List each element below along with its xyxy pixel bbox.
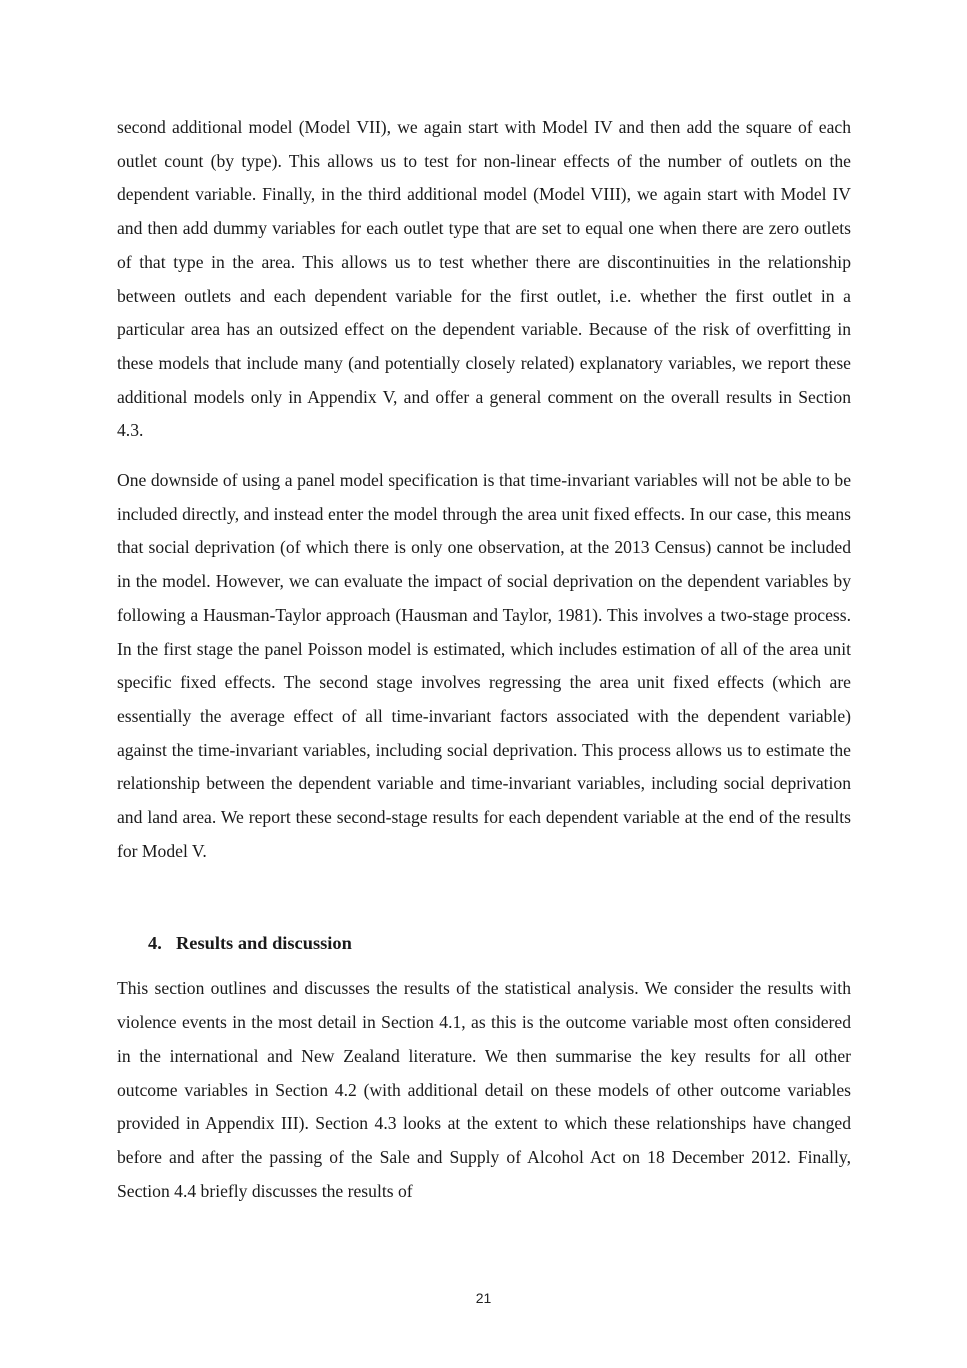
section-number: 4. [148, 933, 162, 954]
body-paragraph: second additional model (Model VII), we again start with Model IV and then add the square of each outlet count (by type). This allows us to test for non-linear effects of the number of outlets on the dependent variable. Finally, in the third additional model (Model VIII), we again start with Model IV and then add dummy variables for each outlet type that are set to equal one when there are zero outlets of that type in the area. This allows us to test whether there are discontinuities in the relationship between outlets and each dependent variable for the first outlet, i.e. whether the first outlet in a particular area has an outsized effect on the dependent variable. Because of the risk of overfitting in these models that include many (and potentially closely related) explanatory variables, we report these additional models only in Appendix V, and offer a general comment on the overall results in Section 4.3. [117, 117, 851, 441]
page-body [117, 111, 851, 1208]
body-paragraph: One downside of using a panel model specification is that time-invariant variables will not be able to be included directly, and instead enter the model through the area unit fixed effects. In our case, this means that social deprivation (of which there is only one observation, at the 2013 Census) cannot be included in the model. However, we can evaluate the impact of social deprivation on the dependent variables by following a Hausman-Taylor approach (Hausman and Taylor, 1981). This involves a two-stage process. In the first stage the panel Poisson model is estimated, which includes estimation of all of the area unit specific fixed effects. The second stage involves regressing the area unit fixed effects (which are essentially the average effect of all time-invariant factors associated with the dependent variable) against the time-invariant variables, including social deprivation. This process allows us to estimate the relationship between the dependent variable and time-invariant variables, including social deprivation and land area. We report these second-stage results for each dependent variable at the end of the results for Model V. [117, 470, 851, 861]
section-title: Results and discussion [176, 933, 352, 954]
page-number: 21 [475, 1290, 492, 1306]
section-heading [148, 922, 851, 964]
body-paragraph: This section outlines and discusses the results of the statistical analysis. We consider the results with violence events in the most detail in Section 4.1, as this is the outcome variable most often considered in the international and New Zealand literature. We then summarise the key results for all other outcome variables in Section 4.2 (with additional detail on these models of other outcome variables provided in Appendix III). Section 4.3 looks at the extent to which these relationships have changed before and after the passing of the Sale and Supply of Alcohol Act on 18 December 2012. Finally, Section 4.4 briefly discusses the results of [117, 978, 851, 1201]
